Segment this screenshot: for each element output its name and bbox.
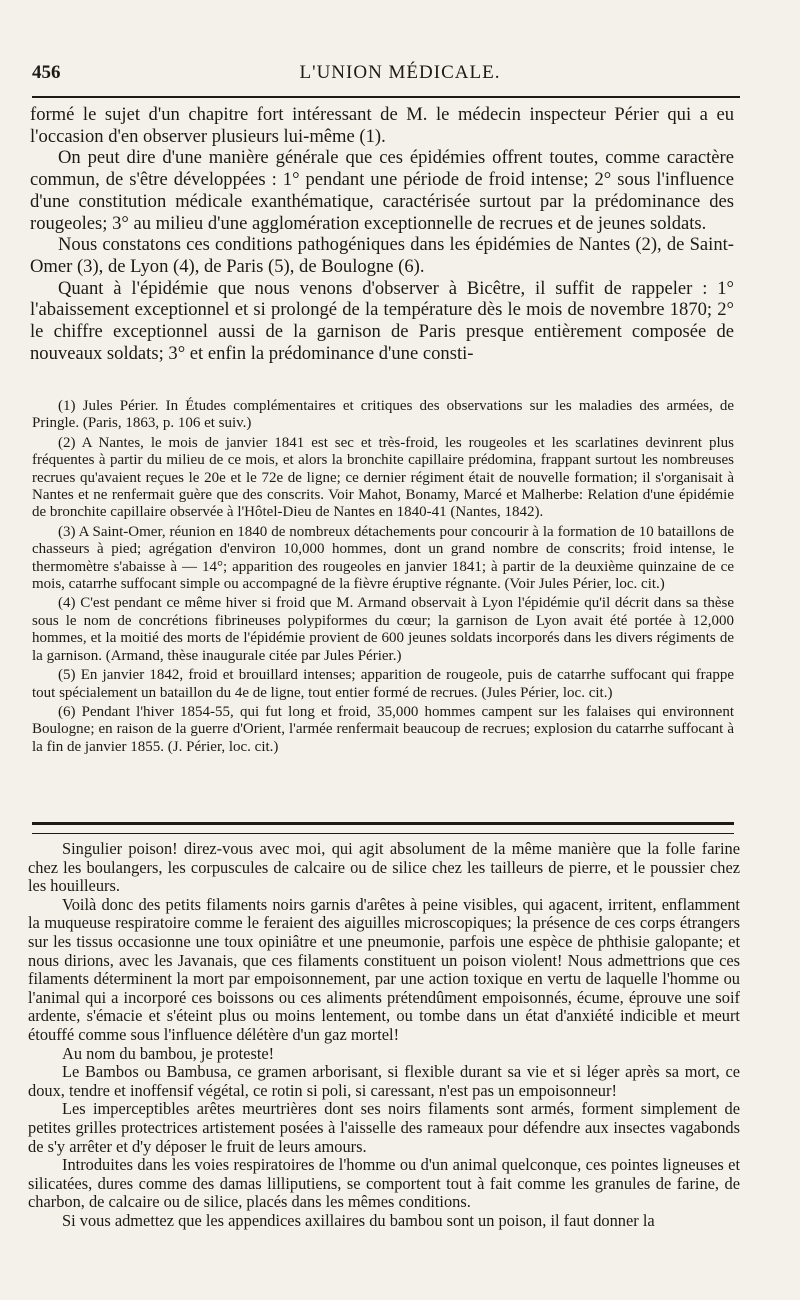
feuilleton-paragraph: Si vous admettez que les appendices axillaires du bambou sont un poison, il faut donner la [62, 1210, 655, 1230]
header-rule [32, 96, 740, 98]
feuilleton-body [28, 840, 740, 1230]
feuilleton-paragraph: Singulier poison! direz-vous avec moi, qui agit absolument de la même manière que la folle farine chez les boulangers, les corpuscules de calcaire ou de silice chez les tailleurs de pierre, et le poussier chez les houilleurs. [28, 839, 740, 896]
page-number: 456 [32, 62, 61, 83]
feuilleton-paragraph: Le Bambos ou Bambusa, ce gramen arborisant, si flexible durant sa vie et si léger après sa mort, ce doux, tendre et inoffensif végétal, ce rotin si poli, si caressant, n'est pas un empoisonneur! [28, 1062, 740, 1100]
article-paragraph: Nous constatons ces conditions pathogéniques dans les épidémies de Nantes (2), de Saint-Omer (3), de Lyon (4), de Paris (5), de Boulogne (6). [30, 234, 734, 277]
feuilleton-paragraph: Les imperceptibles arêtes meurtrières dont ses noirs filaments sont armés, forment simplement de petites grilles protectrices artistement posées à l'aisselle des rameaux pour défendre aux insectes vagabonds de s'y arrêter et d'y déposer le fruit de leurs amours. [28, 1099, 740, 1156]
footnotes [32, 398, 734, 758]
footnote: (2) A Nantes, le mois de janvier 1841 est sec et très-froid, les rougeoles et les scarlatines devinrent plus fréquentes à partir du milieu de ce mois, et alors la bronchite capillaire prédomina, frappant surtout les nombreuses recrues qu'avaient reçues le 20e et le 72e de ligne; ce dernier régiment était de nouvelle formation; il s'organisait à Nantes et ne renfermait guère que des conscrits. Voir Mahot, Bonamy, Marcé et Malherbe: Relation d'une épidémie de bronchite capillaire observée à l'Hôtel-Dieu de Nantes en 1840-41 (Nantes, 1842). [32, 434, 734, 521]
running-title: L'UNION MÉDICALE. [299, 62, 501, 83]
footnote: (3) A Saint-Omer, réunion en 1840 de nombreux détachements pour concourir à la formation de 10 bataillons de chasseurs à pied; agrégation d'environ 10,000 hommes, dont un grand nombre de conscrits; froid intense, le thermomètre s'abaisse à — 14°; apparition des rougeoles en janvier 1841; à partir de la deuxième quinzaine de ce mois, catarrhe suffocant simple ou accompagné de la fièvre éruptive régnante. (Voir Jules Périer, loc. cit.) [32, 523, 734, 593]
footnote: (1) Jules Périer. In Études complémentaires et critiques des observations sur les maladies des armées, de Pringle. (Paris, 1863, p. 106 et suiv.) [32, 398, 734, 432]
footnote: (6) Pendant l'hiver 1854-55, qui fut long et froid, 35,000 hommes campent sur les falaises qui environnent Boulogne; en raison de la guerre d'Orient, l'armée renfermait beaucoup de recrues; explosion du catarrhe suffocant à la fin de janvier 1855. (J. Périer, loc. cit.) [32, 703, 734, 755]
footnote: (4) C'est pendant ce même hiver si froid que M. Armand observait à Lyon l'épidémie qu'il décrit dans sa thèse sous le nom de concrétions fibrineuses polypiformes du cœur; la garnison de Lyon avait été portée à 12,000 hommes, et la moitié des morts de l'épidémie provient de 600 jeunes soldats incorporés dans les divers régiments de la garnison. (Armand, thèse inaugurale citée par Jules Périer.) [32, 595, 734, 664]
article-paragraph: On peut dire d'une manière générale que ces épidémies offrent toutes, comme caractère commun, de s'être développées : 1° pendant une période de froid intense; 2° sous l'influence d'une constitution médicale exanthématique, caractérisée surtout par la prédominance des rougeoles; 3° au milieu d'une agglomération exceptionnelle de recrues et de jeunes soldats. [30, 147, 734, 234]
feuilleton-paragraph: Voilà donc des petits filaments noirs garnis d'arêtes à peine visibles, qui agacent, irritent, enflamment la muqueuse respiratoire comme le feraient des aiguilles microscopiques; la présence de ces corps étrangers sur les tissus occasionne une toux opiniâtre et une pneumonie, parfois une espèce de phthisie galopante; et nous dirions, avec les Javanais, que ces filaments constituent un poison violent! Nous admettrions que ces filaments déterminent la mort par empoisonnement, par une action toxique en vertu de laquelle l'homme ou l'animal qui a incorporé ces boissons ou ces aliments prétendûment empoisonnés, écume, éprouve une soif ardente, s'émacie et s'éteint plus ou moins lentement, ou tombe dans un état d'anxiété indicible et meurt étouffé comme sous l'influence délétère d'un gaz mortel! [28, 894, 740, 1044]
feuilleton-paragraph: Au nom du bambou, je proteste! [62, 1043, 275, 1063]
feuilleton-separator [32, 822, 734, 834]
footnote: (5) En janvier 1842, froid et brouillard intenses; apparition de rougeole, puis de catarrhe suffocant qui frappe tout spécialement un bataillon du 4e de ligne, tout entier formé de recrues. (Jules Périer, loc. cit.) [32, 667, 734, 701]
page-header [32, 62, 768, 94]
article-paragraph: Quant à l'épidémie que nous venons d'observer à Bicêtre, il suffit de rappeler : 1° l'abaissement exceptionnel et si prolongé de la température dès le mois de novembre 1870; 2° le chiffre exceptionnel aussi de la garnison de Paris presque entièrement composée de nouveaux soldats; 3° et enfin la prédominance d'une consti- [30, 277, 734, 364]
feuilleton-paragraph: Introduites dans les voies respiratoires de l'homme ou d'un animal quelconque, ces pointes ligneuses et silicatées, dures comme des damas lilliputiens, se comportent tout à fait comme les granules de farine, de charbon, de calcaire ou de silice, placés dans les mêmes conditions. [28, 1155, 740, 1212]
article-paragraph: formé le sujet d'un chapitre fort intéressant de M. le médecin inspecteur Périer qui a eu l'occasion d'en observer plusieurs lui-même (1). [30, 104, 734, 147]
article-body [30, 104, 734, 364]
